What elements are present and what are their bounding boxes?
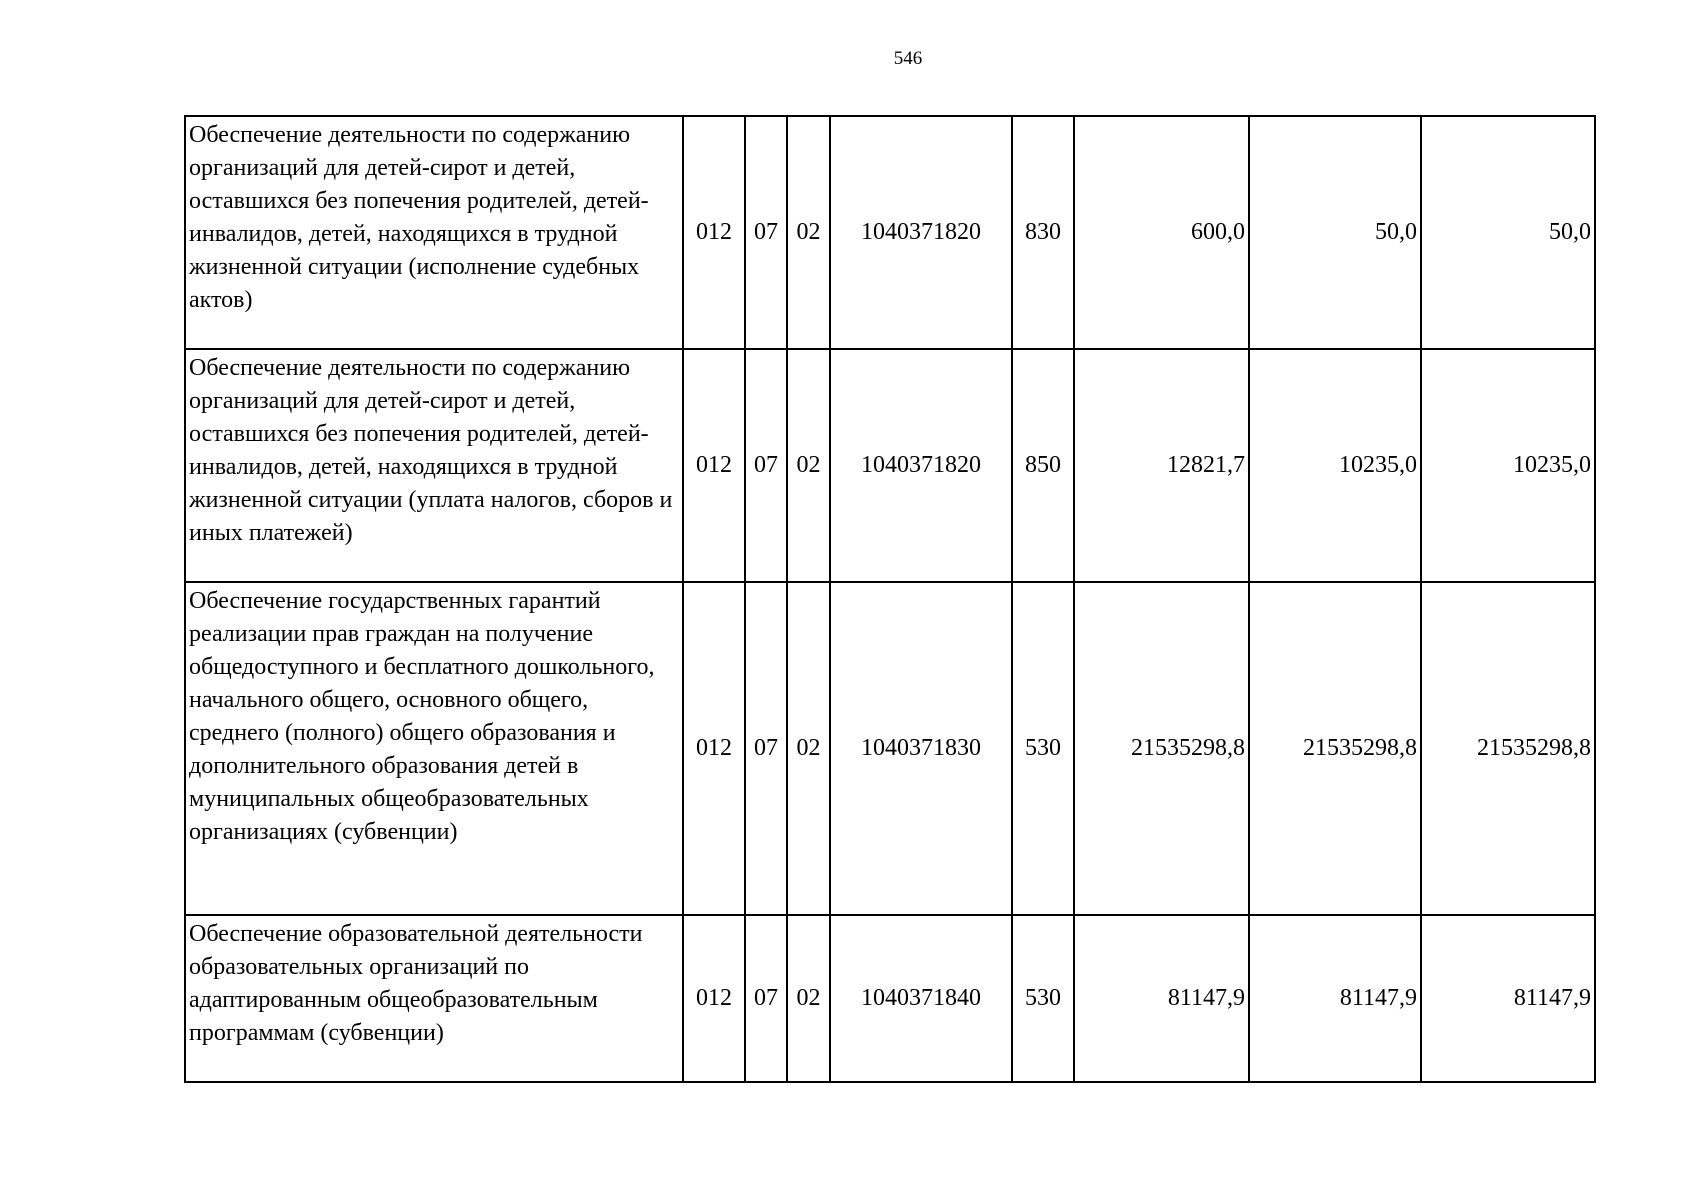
ministry-code-cell: 012	[683, 915, 745, 1082]
amount-1-cell: 12821,7	[1074, 349, 1249, 582]
amount-3-cell: 81147,9	[1421, 915, 1595, 1082]
target-article-cell: 1040371840	[830, 915, 1012, 1082]
expense-type-cell: 530	[1012, 915, 1074, 1082]
expense-type-cell: 850	[1012, 349, 1074, 582]
page-number: 546	[893, 48, 923, 69]
table-row	[185, 116, 1595, 349]
row-name-cell: Обеспечение деятельности по содержанию организаций для детей-сирот и детей, оставшихся без попечения родителей, детей-инвалидов, детей, находящихся в трудной жизненной ситуации (уплата налогов, сборов и иных платежей)	[185, 349, 683, 582]
amount-3-cell: 21535298,8	[1421, 582, 1595, 915]
amount-1-cell: 81147,9	[1074, 915, 1249, 1082]
row-name-cell: Обеспечение государственных гарантий реализации прав граждан на получение общедоступного и бесплатного дошкольного, начального общего, основного общего, среднего (полного) общего образования и дополнительного образования детей в муниципальных общеобразовательных организациях (субвенции)	[185, 582, 683, 915]
row-name-cell: Обеспечение образовательной деятельности образовательных организаций по адаптированным общеобразовательным программам (субвенции)	[185, 915, 683, 1082]
amount-1-cell: 21535298,8	[1074, 582, 1249, 915]
target-article-cell: 1040371830	[830, 582, 1012, 915]
amount-3-cell: 10235,0	[1421, 349, 1595, 582]
table-row	[185, 915, 1595, 1082]
subsection-code-cell: 02	[787, 349, 830, 582]
budget-table	[184, 115, 1596, 1083]
amount-2-cell: 81147,9	[1249, 915, 1421, 1082]
amount-3-cell: 50,0	[1421, 116, 1595, 349]
section-code-cell: 07	[745, 582, 787, 915]
section-code-cell: 07	[745, 349, 787, 582]
amount-1-cell: 600,0	[1074, 116, 1249, 349]
expense-type-cell: 530	[1012, 582, 1074, 915]
amount-2-cell: 21535298,8	[1249, 582, 1421, 915]
target-article-cell: 1040371820	[830, 349, 1012, 582]
table-row	[185, 349, 1595, 582]
expense-type-cell: 830	[1012, 116, 1074, 349]
section-code-cell: 07	[745, 915, 787, 1082]
row-name-cell: Обеспечение деятельности по содержанию организаций для детей-сирот и детей, оставшихся без попечения родителей, детей-инвалидов, детей, находящихся в трудной жизненной ситуации (исполнение судебных актов)	[185, 116, 683, 349]
ministry-code-cell: 012	[683, 582, 745, 915]
ministry-code-cell: 012	[683, 349, 745, 582]
subsection-code-cell: 02	[787, 116, 830, 349]
section-code-cell: 07	[745, 116, 787, 349]
ministry-code-cell: 012	[683, 116, 745, 349]
amount-2-cell: 50,0	[1249, 116, 1421, 349]
table-row	[185, 582, 1595, 915]
subsection-code-cell: 02	[787, 915, 830, 1082]
amount-2-cell: 10235,0	[1249, 349, 1421, 582]
target-article-cell: 1040371820	[830, 116, 1012, 349]
subsection-code-cell: 02	[787, 582, 830, 915]
